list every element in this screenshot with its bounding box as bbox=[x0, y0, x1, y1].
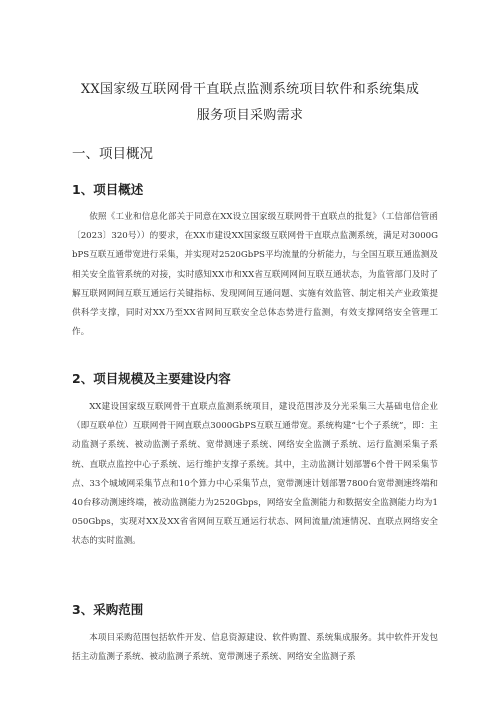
doc-title-line1: XX国家级互联网骨干直联点监测系统项目软件和系统集成 bbox=[80, 82, 420, 97]
section-heading-overview: 一、项目概况 bbox=[72, 146, 153, 162]
subheading-project-summary: 1、项目概述 bbox=[72, 182, 144, 197]
paragraph-project-summary: 依照《工业和信息化部关于同意在XX设立国家级互联网骨干直联点的批复》（工信部信管函〔2023〕320号））的要求，在XX市建设XX国家级互联网骨干直联点监测系统，满足对3000GbPS互联互通带宽进行采集，并实现对2520GbPS平均流量的分析能力，与全国互联互通监测及相关安全监管系统的对接，实时感知XX市和XX省互联网网间互联互通状态，为监管部门及时了解互联网网间互联互通运行关键指标、发现网间互通问题、实施有效监管、制定相关产业政策提供科学支撑，同时对XX乃至XX省网间互联安全总体态势进行监测，有效支撑网络安全管理工作。 bbox=[72, 212, 438, 338]
doc-title-line2: 服务项目采购需求 bbox=[196, 108, 304, 123]
subheading-scale-and-content: 2、项目规模及主要建设内容 bbox=[72, 371, 231, 386]
subheading-procurement-scope: 3、采购范围 bbox=[72, 602, 144, 617]
paragraph-procurement-scope: 本项目采购范围包括软件开发、信息资源建设、软件购置、系统集成服务。其中软件开发包括主动监测子系统、被动监测子系统、宽带测速子系统、网络安全监测子系 bbox=[72, 633, 438, 663]
paragraph-scale-and-content: XX建设国家级互联网骨干直联点监测系统项目，建设范围涉及分光采集三大基础电信企业（即互联单位）互联网骨干网直联点3000GbPS互联互通带宽。系统构建“七个子系统”，即：主动监测子系统、被动监测子系统、宽带测速子系统、网络安全监测子系统、运行监测采集子系统、直联点监控中心子系统、运行维护支撑子系统。其中，主动监测计划部署6个骨干网采集节点、33个城域网采集节点和10个算力中心采集节点，宽带测速计划部署7800台宽带测速终端和40台移动测速终端，被动监测能力为2520Gbps，网络安全监测能力和数据安全监测能力均为1050Gbps，实现对XX及XX省省网间互联互通运行状态、网间流量/流速情况、直联点网络安全状态的实时监测。 bbox=[72, 402, 438, 547]
